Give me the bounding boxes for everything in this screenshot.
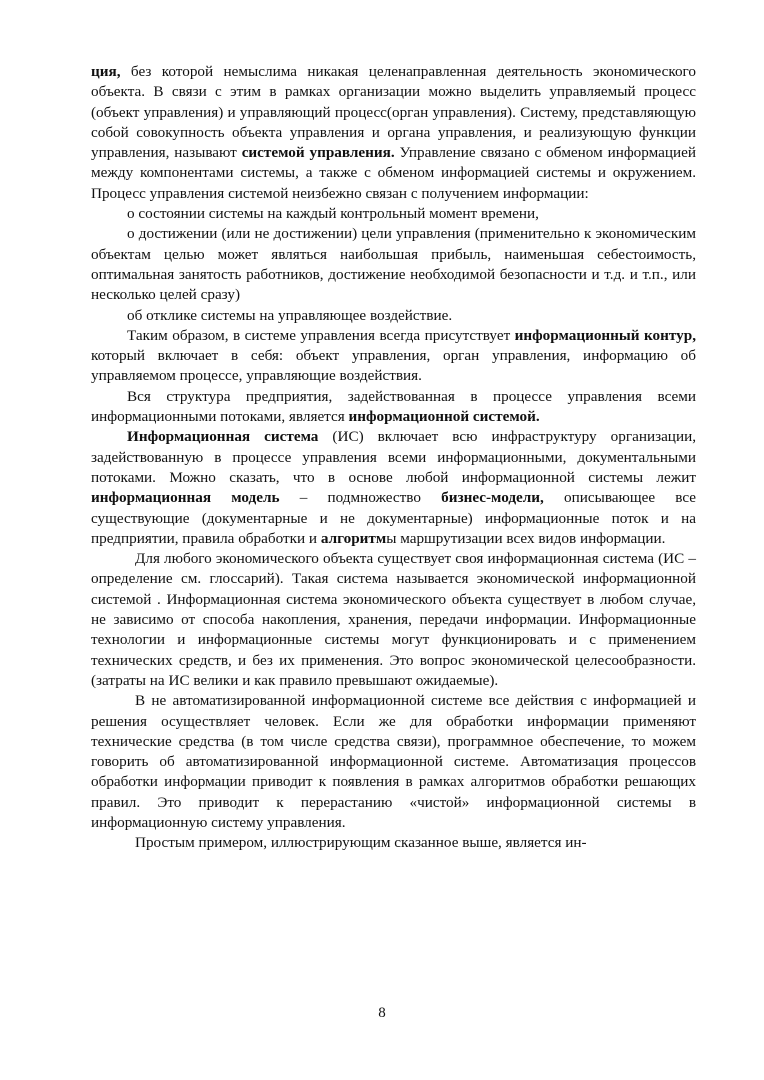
- text-run: ы маршрутизации всех видов информации.: [386, 529, 666, 547]
- body-text: [91, 62, 696, 854]
- bold-term: бизнес-модели,: [441, 489, 544, 507]
- paragraph: [91, 306, 696, 326]
- paragraph: [91, 691, 696, 833]
- text-run: об отклике системы на управляющее воздействие.: [127, 306, 453, 324]
- bold-term: ция,: [91, 63, 121, 80]
- paragraph: [91, 204, 696, 224]
- text-run: Таким образом, в системе управления всегда присутствует: [127, 326, 515, 344]
- bold-term: информационный контур,: [514, 326, 696, 344]
- bold-term: информационной системой.: [348, 408, 540, 426]
- paragraph: [91, 833, 696, 853]
- bold-term: алгоритм: [320, 529, 387, 547]
- bold-term: информационная модель: [91, 489, 280, 507]
- text-run: о состоянии системы на каждый контрольный момент времени,: [127, 205, 539, 223]
- text-run: описывающее все существующие (документарные и не документарные) информационные поток и на предприятии, правила обработки и: [91, 489, 697, 547]
- bold-term: Информационная система: [127, 428, 319, 446]
- text-run: Простым примером, иллюстрирующим сказанное выше, является ин-: [135, 834, 587, 852]
- page-number: 8: [378, 1005, 386, 1021]
- paragraph: [91, 224, 696, 305]
- paragraph: [91, 326, 696, 387]
- text-run: без которой немыслима никакая целенаправленная деятельность экономического объекта. В связи с этим в рамках организации можно выделить управляемый процесс (объект управления) и управляющий процесс(орган управления). Систему, представляющую собой совокупность объекта управления и органа управления, и реализующую функции управления, называют: [91, 63, 696, 162]
- text-run: который включает в себя: объект управления, орган управления, информацию об управляемом процессе, управляющие воздействия.: [91, 347, 696, 385]
- paragraph: [91, 549, 696, 691]
- text-run: Для любого экономического объекта существует своя информационная система (ИС – определение см. глоссарий). Такая система называется экономической информационной системой . Информационная система экономического объекта существует в любом случае, не зависимо от способа накопления, хранения, передачи информации. Информационные технологии и информационные системы могут функционировать и с применением технических средств, и без их применения. Это вопрос экономической целесообразности. (затраты на ИС велики и как правило превышают ожидаемые).: [91, 550, 696, 689]
- text-run: Управление связано с обменом информацией между компонентами системы, а также с обменом информацией системы и окружением. Процесс управления системой неизбежно связан с получением информации:: [91, 144, 697, 202]
- bold-term: системой управления.: [241, 144, 395, 162]
- text-run: – подмножество: [279, 489, 442, 507]
- text-run: о достижении (или не достижении) цели управления (применительно к экономическим объектам целью может являться наибольшая прибыль, наименьшая себестоимость, оптимальная занятость работников, достижение необходимой безопасности и т.д. и т.п., или несколько целей сразу): [91, 225, 696, 304]
- paragraph: [91, 387, 696, 428]
- text-run: Вся структура предприятия, задействованная в процессе управления всеми информационными потоками, является: [91, 387, 696, 426]
- paragraph: [91, 62, 696, 204]
- text-run: (ИС) включает всю инфраструктуру организации, задействованную в процессе управления всеми информационными, документальными потоками. Можно сказать, что в основе любой информационной системы лежит: [91, 428, 696, 486]
- paragraph: [91, 427, 696, 549]
- text-run: В не автоматизированной информационной системе все действия с информацией и решения осуществляет человек. Если же для обработки информации применяют технические средства (в том числе средства связи), программное обеспечение, то можем говорить об автоматизированной информационной системе. Автоматизация процессов обработки информации приводит к появления в рамках алгоритмов обработки решающих правил. Это приводит к перерастанию «чистой» информационной системы в информационную систему управления.: [91, 692, 696, 831]
